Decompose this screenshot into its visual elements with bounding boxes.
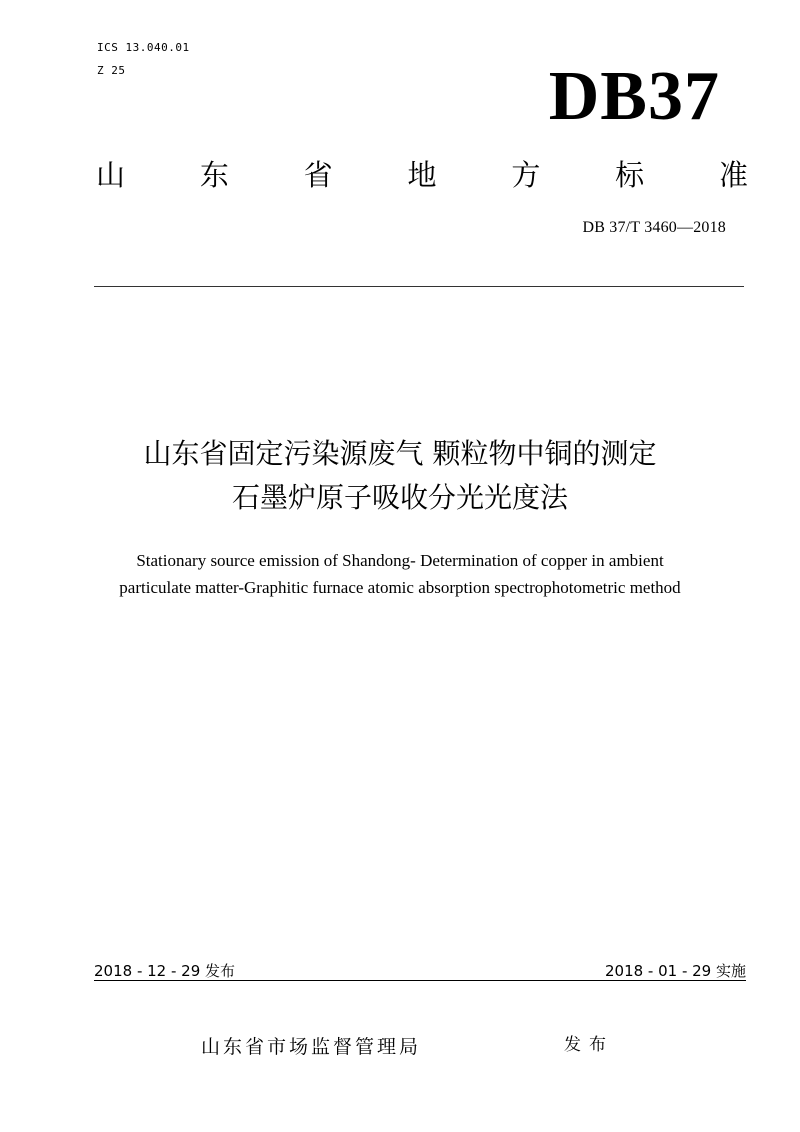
db-logo: DB37: [548, 58, 720, 135]
publish-date: 2018 - 12 - 29 发布: [94, 962, 236, 980]
issuing-authority: 山东省市场监督管理局: [201, 1036, 422, 1058]
english-title: [50, 547, 750, 601]
english-title-line: particulate matter-Graphitic furnace atomic absorption spectrophotometric method: [119, 578, 681, 597]
standard-type-heading: [96, 155, 748, 195]
classification-code: Z 25: [97, 64, 126, 77]
header-divider: [94, 286, 744, 287]
chinese-title: [60, 432, 740, 520]
standard-type-char: 准: [718, 157, 748, 192]
english-title-line: Stationary source emission of Shandong- Determination of copper in ambient: [136, 551, 664, 570]
standard-type-char: 方: [511, 157, 541, 192]
footer-divider: [94, 980, 746, 981]
standard-number: DB 37/T 3460—2018: [582, 219, 726, 236]
ics-code: ICS 13.040.01: [97, 41, 190, 54]
standard-type-char: 东: [199, 157, 229, 192]
standard-type-char: 地: [407, 157, 437, 192]
chinese-title-line: 石墨炉原子吸收分光光度法: [231, 481, 568, 514]
implementation-date: 2018 - 01 - 29 实施: [604, 962, 746, 980]
standard-type-char: 标: [615, 157, 645, 192]
release-label: 发布: [564, 1035, 614, 1055]
standard-type-char: 省: [303, 157, 333, 192]
standard-type-char: 山: [96, 157, 126, 192]
chinese-title-line: 山东省固定污染源废气 颗粒物中铜的测定: [143, 437, 657, 470]
